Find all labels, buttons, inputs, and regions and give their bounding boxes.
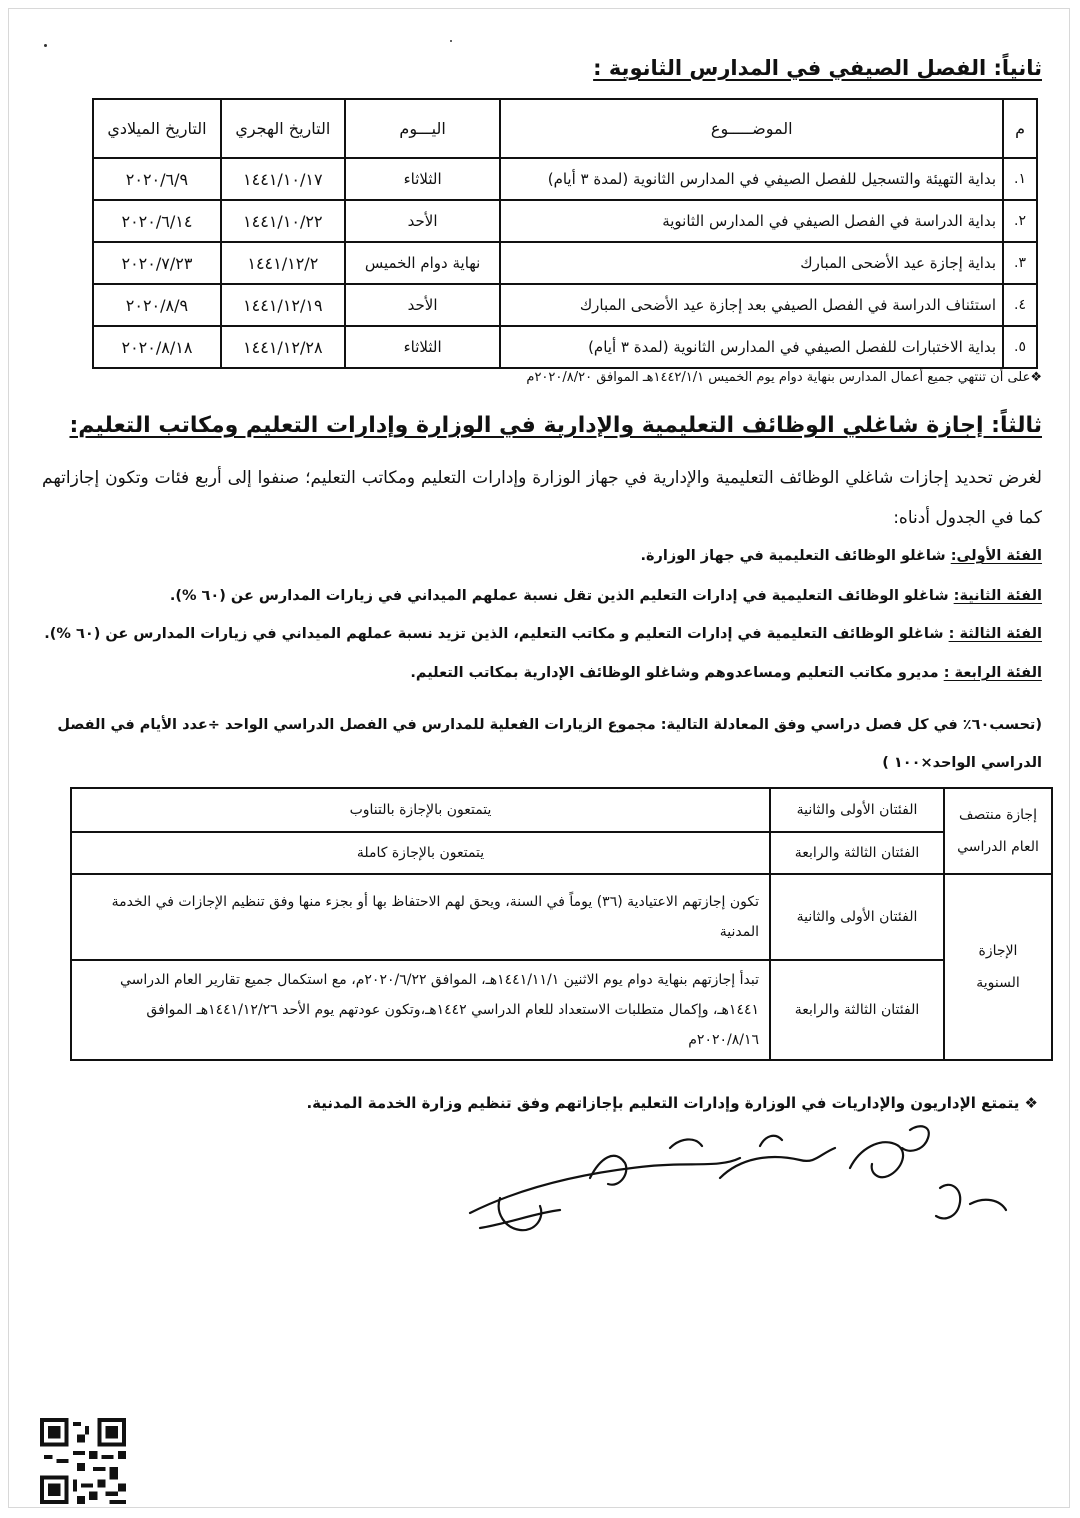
category-label: الفئة الثالثة : [948, 626, 1042, 642]
category-fourth [410, 665, 1042, 681]
scan-speck [450, 40, 452, 42]
section-two-title: ثانياً: الفصل الصيفي في المدارس الثانوية : [593, 56, 1042, 80]
annual-first-second: تكون إجازتهم الاعتيادية (٣٦) يوماً في السنة، ويحق لهم الاحتفاظ بها أو بجزء منها وفق تنظيم الإجازات في الخدمة المدنية [71, 874, 770, 960]
category-label: الفئة الثانية: [953, 588, 1042, 604]
table-row [71, 832, 1052, 874]
row-hijri: ١٤٤١/١٠/١٧ [221, 158, 345, 200]
row-topic: بداية إجازة عيد الأضحى المبارك [500, 242, 1003, 284]
row-day: الثلاثاء [345, 326, 501, 368]
group-first-second: الفئتان الأولى والثانية [770, 788, 944, 832]
table-row [93, 284, 1037, 326]
row-topic: بداية التهيئة والتسجيل للفصل الصيفي في المدارس الثانوية (لمدة ٣ أيام) [500, 158, 1003, 200]
category-second [170, 588, 1042, 604]
header-gregorian: التاريخ الميلادي [93, 99, 221, 158]
field-work-formula: (تحسب٦٠٪ في كل فصل دراسي وفق المعادلة التالية: مجموع الزيارات الفعلية للمدارس في الفصل الدراسي الواحد ÷عدد الأيام في الفصل الدراسي الواحد×١٠٠ ) [57, 717, 1042, 771]
row-topic: بداية الدراسة في الفصل الصيفي في المدارس الثانوية [500, 200, 1003, 242]
midyear-leave-label: إجازة منتصف العام الدراسي [944, 788, 1052, 874]
table-row [93, 200, 1037, 242]
header-day: اليـــوم [345, 99, 501, 158]
annual-third-fourth: تبدأ إجازتهم بنهاية دوام يوم الاثنين ١٤٤١/١١/١هـ، الموافق ٢٠٢٠/٦/٢٢م، مع استكمال جميع تقارير العام الدراسي ١٤٤١هـ، وإكمال متطلبات الاستعداد للعام الدراسي ١٤٤٢هـ،وتكون عودتهم يوم الأحد ١٤٤١/١٢/٢٦هـ الموافق ٢٠٢٠/٨/١٦م [71, 960, 770, 1060]
row-num: ٢. [1003, 200, 1037, 242]
handwritten-signatures [440, 1118, 1040, 1258]
row-hijri: ١٤٤١/١٢/١٩ [221, 284, 345, 326]
category-label: الفئة الرابعة : [943, 665, 1042, 681]
midyear-third-fourth: يتمتعون بالإجازة كاملة [71, 832, 770, 874]
row-gregorian: ٢٠٢٠/٨/٩ [93, 284, 221, 326]
row-num: ٥. [1003, 326, 1037, 368]
category-text: مديرو مكاتب التعليم ومساعدوهم وشاغلو الوظائف الإدارية بمكاتب التعليم. [410, 665, 944, 681]
table-row [71, 788, 1052, 832]
row-gregorian: ٢٠٢٠/٦/١٤ [93, 200, 221, 242]
row-day: الأحد [345, 200, 501, 242]
table-row [93, 158, 1037, 200]
row-hijri: ١٤٤١/١٢/٢٨ [221, 326, 345, 368]
row-gregorian: ٢٠٢٠/٨/١٨ [93, 326, 221, 368]
row-topic: بداية الاختبارات للفصل الصيفي في المدارس الثانوية (لمدة ٣ أيام) [500, 326, 1003, 368]
category-text: شاغلو الوظائف التعليمية في إدارات التعليم و مكاتب التعليم، الذين تزيد نسبة عملهم الميداني في زيارات المدارس عن (٦٠ %). [44, 626, 949, 642]
table-row [71, 874, 1052, 960]
schools-end-note: ❖على أن تنتهي جميع أعمال المدارس بنهاية دوام يوم الخميس ١٤٤٢/١/١هـ الموافق ٢٠٢٠/٨/٢٠م [526, 370, 1042, 385]
midyear-first-second: يتمتعون بالإجازة بالتناوب [71, 788, 770, 832]
closing-note: ❖ يتمتع الإداريون والإداريات في الوزارة وإدارات التعليم بإجازاتهم وفق تنظيم وزارة الخدمة المدنية. [306, 1094, 1038, 1112]
category-text: شاغلو الوظائف التعليمية في إدارات التعليم الذين تقل نسبة عملهم الميداني في زيارات المدارس عن (٦٠ %). [169, 588, 954, 604]
category-third [44, 626, 1042, 642]
annual-leave-label: الإجازة السنوية [944, 874, 1052, 1060]
category-label: الفئة الأولى: [950, 548, 1042, 564]
intro-paragraph: لغرض تحديد إجازات شاغلي الوظائف التعليمية والإدارية في جهاز الوزارة وإدارات التعليم ومكاتب التعليم؛ صنفوا إلى أربع فئات وتكون إجازاتهم كما في الجدول أدناه: [42, 468, 1042, 528]
group-first-second: الفئتان الأولى والثانية [770, 874, 944, 960]
group-third-fourth: الفئتان الثالثة والرابعة [770, 960, 944, 1060]
category-first [640, 548, 1042, 564]
row-num: ٣. [1003, 242, 1037, 284]
row-num: ١. [1003, 158, 1037, 200]
table-row [93, 242, 1037, 284]
row-gregorian: ٢٠٢٠/٧/٢٣ [93, 242, 221, 284]
summer-schedule-table [92, 98, 1038, 369]
row-gregorian: ٢٠٢٠/٦/٩ [93, 158, 221, 200]
table-row [93, 326, 1037, 368]
header-num: م [1003, 99, 1037, 158]
row-day: الثلاثاء [345, 158, 501, 200]
row-hijri: ١٤٤١/١٠/٢٢ [221, 200, 345, 242]
header-hijri: التاريخ الهجري [221, 99, 345, 158]
row-day: نهاية دوام الخميس [345, 242, 501, 284]
category-text: شاغلو الوظائف التعليمية في جهاز الوزارة. [640, 548, 951, 564]
row-day: الأحد [345, 284, 501, 326]
qr-code-icon [40, 1418, 126, 1504]
table-row [71, 960, 1052, 1060]
leave-table [70, 787, 1053, 1061]
row-topic: استئناف الدراسة في الفصل الصيفي بعد إجازة عيد الأضحى المبارك [500, 284, 1003, 326]
scan-speck [44, 44, 47, 47]
header-topic: الموضـــــوع [500, 99, 1003, 158]
group-third-fourth: الفئتان الثالثة والرابعة [770, 832, 944, 874]
row-hijri: ١٤٤١/١٢/٢ [221, 242, 345, 284]
row-num: ٤. [1003, 284, 1037, 326]
section-three-title: ثالثاً: إجازة شاغلي الوظائف التعليمية والإدارية في الوزارة وإدارات التعليم ومكاتب التعليم: [69, 413, 1042, 438]
table-header-row [93, 99, 1037, 158]
